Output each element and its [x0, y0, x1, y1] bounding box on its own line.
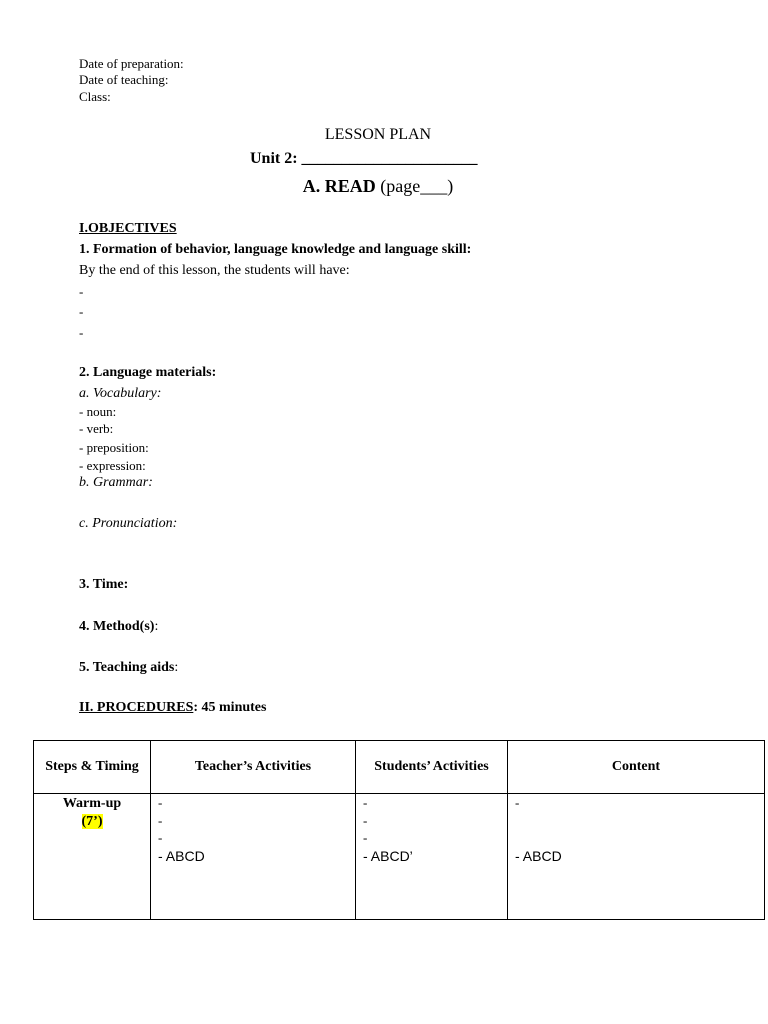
- teacher-dash: -: [158, 813, 163, 828]
- procedures-duration: : 45 minutes: [193, 700, 267, 715]
- read-label: A. READ: [302, 176, 376, 196]
- vocab-item-expression: - expression:: [79, 458, 146, 473]
- teaching-aids-colon: :: [174, 660, 179, 675]
- teacher-dash: -: [158, 830, 163, 845]
- methods-heading: [79, 619, 158, 635]
- read-heading: [0, 176, 756, 197]
- teaching-aids-label: 5. Teaching aids: [79, 660, 175, 675]
- header-teacher-activities: Teacher’s Activities: [151, 741, 356, 794]
- teacher-activities-cell: [151, 794, 356, 920]
- header-content: Content: [508, 741, 765, 794]
- student-abcd: - ABCD’: [363, 848, 413, 864]
- vocab-item-preposition: - preposition:: [79, 440, 149, 455]
- content-abcd: - ABCD: [515, 848, 562, 864]
- objective-bullet: -: [79, 325, 84, 340]
- pronunciation-label: c. Pronunciation:: [79, 516, 178, 531]
- procedures-table: [33, 740, 765, 920]
- content-dash: -: [515, 795, 520, 810]
- methods-label: 4. Method(s): [79, 619, 155, 634]
- vocabulary-label: a. Vocabulary:: [79, 386, 162, 401]
- date-of-teaching: Date of teaching:: [79, 72, 169, 87]
- unit-line: Unit 2: ______________________: [250, 150, 478, 167]
- student-dash: -: [363, 830, 368, 845]
- header-steps-timing: Steps & Timing: [34, 741, 151, 794]
- teacher-dash: -: [158, 795, 163, 810]
- header-student-activities: Students’ Activities: [356, 741, 508, 794]
- table-row: [34, 794, 765, 920]
- lesson-plan-title: LESSON PLAN: [324, 126, 432, 143]
- grammar-label: b. Grammar:: [79, 475, 153, 490]
- read-page: (page___): [375, 176, 454, 196]
- objective-bullet: -: [79, 284, 84, 299]
- procedures-heading: [79, 700, 266, 716]
- warmup-cell: [34, 794, 151, 920]
- teaching-aids-heading: [79, 660, 178, 676]
- student-dash: -: [363, 813, 368, 828]
- objectives-heading: I.OBJECTIVES: [79, 221, 177, 236]
- vocab-item-noun: - noun:: [79, 404, 117, 419]
- procedures-label: II. PROCEDURES: [79, 700, 194, 715]
- warmup-time: (7’): [81, 814, 103, 829]
- class-label: Class:: [79, 89, 111, 104]
- objectives-intro: By the end of this lesson, the students will have:: [79, 263, 350, 278]
- time-heading: 3. Time:: [79, 577, 129, 592]
- content-cell: [508, 794, 765, 920]
- objective-bullet: -: [79, 304, 84, 319]
- date-of-preparation: Date of preparation:: [79, 56, 184, 71]
- student-dash: -: [363, 795, 368, 810]
- methods-colon: :: [154, 619, 159, 634]
- warmup-label: Warm-up: [62, 796, 122, 811]
- teacher-abcd: - ABCD: [158, 848, 205, 864]
- vocab-item-verb: - verb:: [79, 421, 114, 436]
- materials-heading: 2. Language materials:: [79, 365, 217, 380]
- student-activities-cell: [356, 794, 508, 920]
- table-header-row: [34, 741, 765, 794]
- formation-heading: 1. Formation of behavior, language knowledge and language skill:: [79, 242, 472, 257]
